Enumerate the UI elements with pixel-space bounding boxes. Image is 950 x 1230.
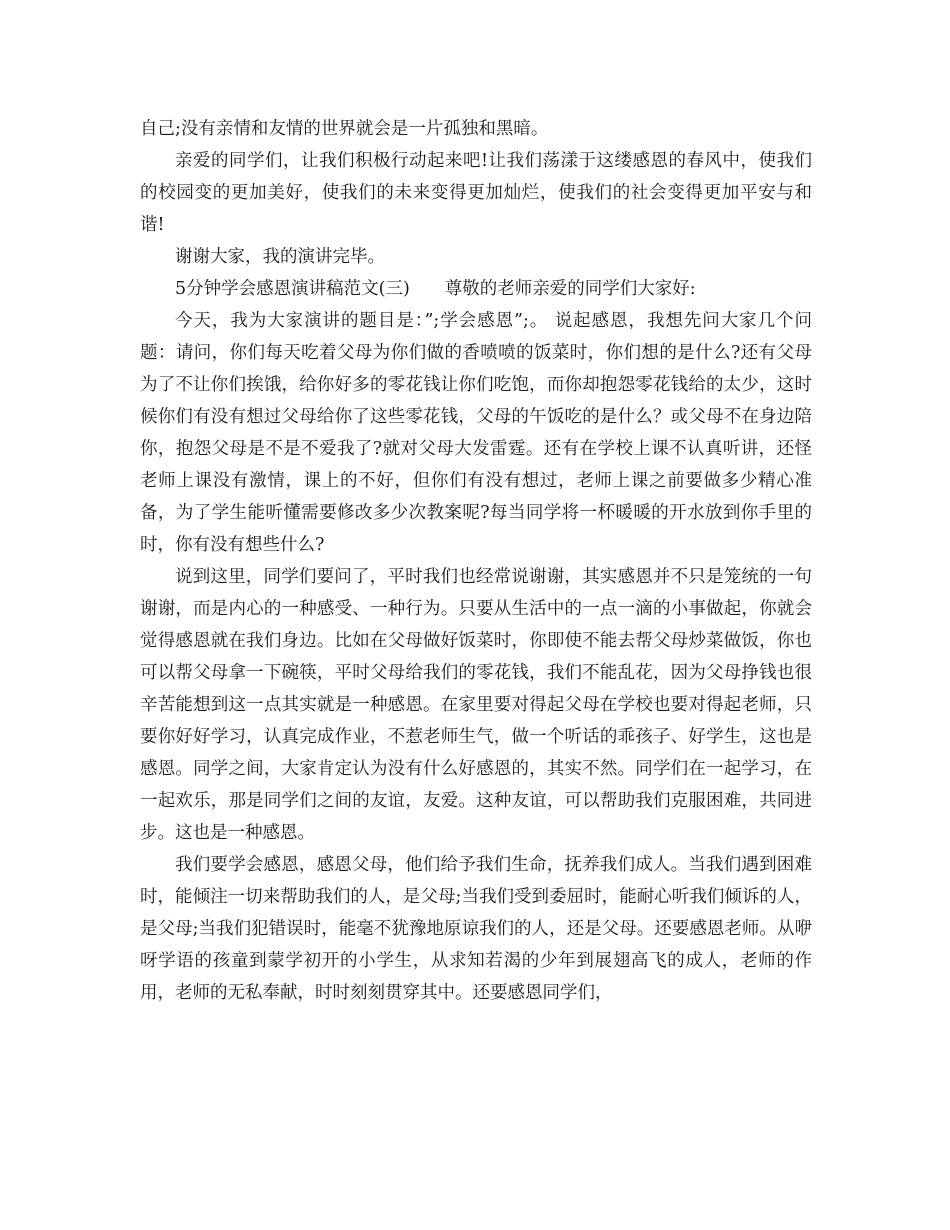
paragraph-continuation: 自己;没有亲情和友情的世界就会是一片孤独和黑暗。 <box>140 119 549 139</box>
paragraph-call-to-action: 亲爱的同学们，让我们积极行动起来吧!让我们荡漾于这缕感恩的春风中，使我们的校园变的更加美好，使我们的未来变得更加灿烂，使我们的社会变得更加平安与和谐! <box>140 151 812 235</box>
speech-heading: 5分钟学会感恩演讲稿范文(三) 尊敬的老师亲爱的同学们大家好: <box>175 279 696 299</box>
paragraph-examples: 说到这里，同学们要问了，平时我们也经常说谢谢，其实感恩并不只是笼统的一句谢谢，而是内心的一种感受、一种行为。只要从生活中的一点一滴的小事做起，你就会觉得感恩就在我们身边。比如在父母做好饭菜时，你即使不能去帮父母炒菜做饭，你也可以帮父母拿一下碗筷，平时父母给我们的零花钱，我们不能乱花，因为父母挣钱也很辛苦能想到这一点其实就是一种感恩。在家里要对得起父母在学校也要对得起老师，只要你好好学习，认真完成作业，不惹老师生气，做一个听话的乖孩子、好学生，这也是感恩。同学之间，大家肯定认为没有什么好感恩的，其实不然。同学们在一起学习，在一起欢乐，那是同学们之间的友谊，友爱。这种友谊，可以帮助我们克服困难，共同进步。这也是一种感恩。 <box>140 567 812 843</box>
paragraph-intro: 今天，我为大家演讲的题目是：”;学会感恩”;。 说起感恩，我想先问大家几个问题：请问，你们每天吃着父母为你们做的香喷喷的饭菜时，你们想的是什么?还有父母为了不让你们挨饿，给你好多的零花钱让你们吃饱，而你却抱怨零花钱给的太少，这时候你们有没有想过父母给你了这些零花钱，父母的午饭吃的是什么？或父母不在身边陪你，抱怨父母是不是不爱我了?就对父母大发雷霆。还有在学校上课不认真听讲，还怪老师上课没有激情，课上的不好，但你们有没有想过，老师上课之前要做多少精心准备，为了学生能听懂需要修改多少次教案呢?每当同学将一杯暖暖的开水放到你手里的时，你有没有想些什么? <box>140 311 812 555</box>
document-page <box>140 113 812 1009</box>
paragraph-thanks: 谢谢大家，我的演讲完毕。 <box>175 247 385 267</box>
paragraph-gratitude: 我们要学会感恩，感恩父母，他们给予我们生命，抚养我们成人。当我们遇到困难时，能倾注一切来帮助我们的人，是父母;当我们受到委屈时，能耐心听我们倾诉的人，是父母;当我们犯错误时，能毫不犹豫地原谅我们的人，还是父母。还要感恩老师。从咿呀学语的孩童到蒙学初开的小学生，从求知若渴的少年到展翅高飞的成人，老师的作用，老师的无私奉献，时时刻刻贯穿其中。还要感恩同学们， <box>140 855 812 1003</box>
